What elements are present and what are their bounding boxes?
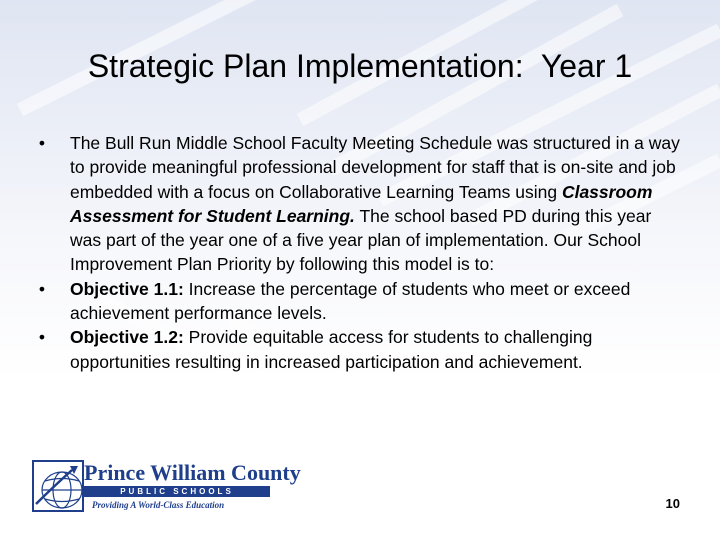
bullet-marker: • bbox=[38, 133, 46, 153]
bullet-emphasis: Classroom Assessment for Student Learning. bbox=[70, 181, 653, 226]
logo-band-text: PUBLIC SCHOOLS bbox=[84, 486, 270, 497]
bullet-marker: • bbox=[38, 327, 46, 348]
bullet-text: Provide equitable access for students to challenging opportunities resulting in increased participation and achievement. bbox=[70, 327, 593, 372]
bullet-list bbox=[32, 131, 682, 374]
school-district-logo bbox=[32, 458, 301, 516]
slide-title: Strategic Plan Implementation: Year 1 bbox=[87, 48, 633, 84]
bullet-emphasis: Objective 1.1: bbox=[70, 278, 184, 299]
bullet-text: The school based PD during this year was part of the year one of a five year plan of implementation. Our School Improvement Plan Priority by following this model is to: bbox=[70, 205, 652, 275]
bullet-item bbox=[32, 131, 682, 277]
bullet-marker: • bbox=[38, 278, 46, 299]
bullet-item bbox=[32, 325, 682, 374]
bullet-emphasis: Objective 1.2: bbox=[70, 327, 184, 348]
bullet-item bbox=[32, 277, 682, 326]
page-number: 10 bbox=[665, 496, 680, 511]
bullet-text: The Bull Run Middle School Faculty Meeting Schedule was structured in a way to provide meaningful professional development for staff that is on-site and job embedded with a focus on Collaborative Learning Teams using bbox=[70, 133, 680, 202]
bullet-text: Increase the percentage of students who meet or exceed achievement performance levels. bbox=[70, 278, 631, 324]
globe-icon bbox=[32, 460, 84, 512]
logo-tagline: Providing A World-Class Education bbox=[92, 500, 225, 510]
logo-district-name: Prince William County bbox=[84, 460, 301, 485]
